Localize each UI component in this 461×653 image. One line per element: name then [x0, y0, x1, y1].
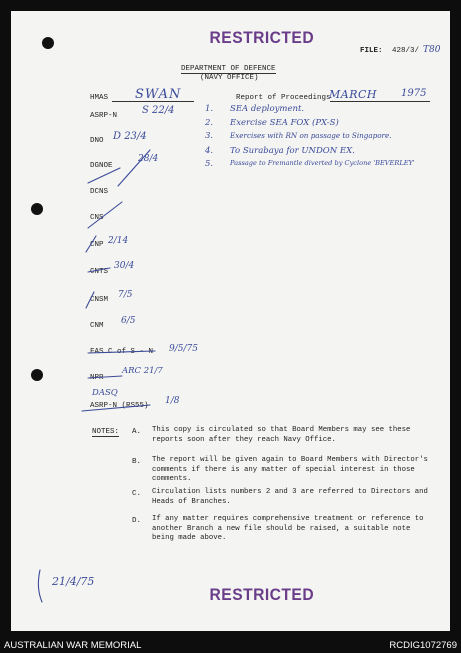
routing-initials: 1/8: [165, 396, 180, 406]
signature-stroke: [38, 570, 42, 602]
routing-initials: 30/4: [114, 261, 135, 271]
proceedings-number: 1.: [205, 104, 214, 114]
routing-initials: 6/5: [121, 316, 136, 326]
ship-name: SWAN: [135, 87, 182, 102]
strike-through-mark: [88, 268, 110, 272]
proceedings-number: 4.: [205, 146, 214, 156]
report-month: MARCH: [329, 88, 377, 101]
proceedings-item: Exercise SEA FOX (PX-S): [230, 118, 339, 128]
routing-label: DASQ: [92, 388, 118, 398]
note-text: The report will be given again to Board Members with Director's comments if there is any matter of special interest in those comments.: [152, 456, 428, 483]
report-year: 1975: [401, 88, 427, 99]
routing-label: NPR: [90, 374, 104, 382]
routing-initials: 7/5: [118, 290, 133, 300]
proceedings-number: 2.: [205, 118, 214, 128]
department-heading: DEPARTMENT OF DEFENCE: [181, 65, 276, 73]
routing-label: ASRP-N: [90, 112, 118, 120]
routing-label: DGNOE: [90, 162, 113, 170]
file-number: 428/3/: [392, 47, 420, 55]
routing-label: CNM: [90, 322, 104, 330]
strike-through-mark: [88, 376, 122, 378]
strike-through-mark: [86, 292, 94, 308]
routing-label: ASRP-N (RS55): [90, 402, 149, 410]
strike-through-mark: [86, 236, 96, 252]
routing-label: CNP: [90, 241, 104, 249]
routing-initials: S 22/4: [142, 105, 175, 116]
note-text: Circulation lists numbers 2 and 3 are referred to Directors and Heads of Branches.: [152, 488, 428, 506]
routing-initials: D 23/4: [113, 131, 147, 142]
routing-initials: 2/14: [108, 236, 129, 246]
routing-label: CNSM: [90, 296, 109, 304]
strike-through-mark: [88, 351, 155, 353]
archive-reference: RCDIG1072769: [389, 640, 457, 651]
routing-initials: 9/5/75: [169, 344, 198, 354]
file-label: FILE:: [360, 47, 383, 55]
restricted-stamp-bottom: RESTRICTED: [209, 585, 315, 604]
note-letter: B.: [132, 458, 142, 466]
strike-through-mark: [82, 405, 150, 411]
report-label: Report of Proceedings: [236, 94, 331, 102]
notes-label: NOTES:: [92, 428, 120, 436]
note-text: If any matter requires comprehensive treatment or reference to another Branch a new file should be raised, a suitable note being made above.: [152, 515, 424, 542]
routing-label: CNTS: [90, 268, 109, 276]
signature-date: 21/4/75: [52, 575, 95, 588]
routing-label: FAS C of S - N: [90, 348, 154, 356]
strike-through-mark: [88, 168, 120, 183]
proceedings-item: SEA deployment.: [230, 104, 305, 114]
strike-through-mark: [118, 150, 150, 186]
routing-label: DNO: [90, 137, 104, 145]
note-letter: D.: [132, 517, 142, 525]
strike-through-mark: [88, 202, 122, 228]
note-letter: A.: [132, 428, 142, 436]
routing-label: CNS: [90, 214, 104, 222]
office-heading: (NAVY OFFICE): [200, 74, 259, 82]
proceedings-number: 3.: [205, 131, 214, 141]
proceedings-item: Exercises with RN on passage to Singapore.: [230, 131, 392, 140]
file-number-handwritten: T80: [423, 45, 441, 55]
proceedings-item: Passage to Fremantle diverted by Cyclone 'BEVERLEY': [230, 159, 415, 167]
routing-label: DCNS: [90, 188, 109, 196]
proceedings-number: 5.: [205, 159, 214, 169]
restricted-stamp-top: RESTRICTED: [209, 28, 315, 47]
note-text: This copy is circulated so that Board Members may see these reports soon after they reach Navy Office.: [152, 426, 411, 444]
proceedings-item: To Surabaya for UNDON EX.: [230, 146, 355, 156]
note-letter: C.: [132, 490, 142, 498]
routing-initials: ARC 21/7: [122, 366, 163, 376]
hmas-label: HMAS: [90, 94, 109, 102]
routing-initials: 28/4: [138, 154, 159, 164]
archive-footer: [0, 633, 461, 653]
archive-name: AUSTRALIAN WAR MEMORIAL: [4, 640, 142, 651]
